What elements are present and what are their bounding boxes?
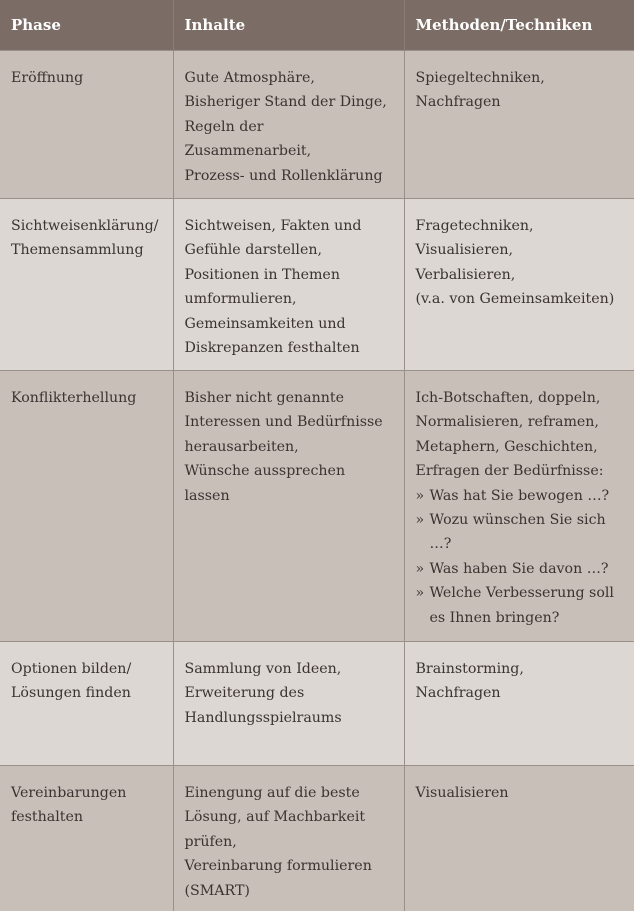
cell-methoden	[404, 642, 634, 766]
cell-phase	[0, 371, 173, 642]
text-line: Sichtweisen, Fakten und	[184, 218, 362, 234]
text-line: Lösungen finden	[11, 685, 131, 702]
text-line: Bisher nicht genannte	[184, 390, 344, 406]
header-phase: Phase	[0, 0, 173, 51]
text-line: es Ihnen bringen?	[429, 609, 560, 626]
text-line: Normalisieren, reframen,	[415, 414, 599, 431]
text-line: Was haben Sie davon …?	[429, 560, 609, 577]
text-line: Prozess- und Rollenklärung	[184, 167, 383, 184]
text-line: …?	[429, 536, 452, 553]
text-line: Gefühle darstellen,	[184, 242, 323, 259]
quote-marker: »	[415, 487, 425, 504]
table-row	[0, 199, 634, 371]
cell-inhalte	[173, 51, 404, 199]
text-line: Erfragen der Bedürfnisse:	[415, 463, 604, 480]
text-line: Erweiterung des	[184, 685, 305, 702]
quote-marker: »	[415, 585, 425, 602]
quote-marker: »	[415, 512, 425, 529]
text-line: Nachfragen	[415, 94, 501, 111]
cell-phase	[0, 642, 173, 766]
text-line: Bisheriger Stand der Dinge,	[184, 94, 387, 111]
text-line: Welche Verbesserung soll	[429, 585, 614, 602]
cell-methoden	[404, 766, 634, 911]
text-line: Gute Atmosphäre,	[184, 70, 315, 86]
list-item	[416, 557, 627, 581]
text-line: herausarbeiten,	[184, 438, 299, 455]
text-line: Diskrepanzen festhalten	[184, 340, 360, 357]
text-line: Gemeinsamkeiten und	[184, 315, 346, 332]
cell-phase	[0, 51, 173, 199]
text-line: Brainstorming,	[415, 661, 524, 677]
cell-methoden	[404, 371, 634, 642]
text-line: lassen	[184, 487, 230, 504]
text-line: Wozu wünschen Sie sich	[429, 512, 606, 529]
text-line: Lösung, auf Machbarkeit	[184, 809, 366, 826]
table-header-row	[0, 0, 634, 51]
cell-inhalte	[173, 199, 404, 371]
cell-inhalte	[173, 642, 404, 766]
text-line: Visualisieren,	[415, 242, 514, 259]
text-line: Konflikterhellung	[11, 390, 137, 406]
header-methoden: Methoden/Techniken	[404, 0, 634, 51]
text-line: Vereinbarung formulieren	[184, 858, 372, 875]
text-line: Themensammlung	[11, 242, 144, 259]
text-line: prüfen,	[184, 833, 237, 850]
text-line: (SMART)	[184, 882, 250, 899]
list-item	[416, 581, 627, 630]
text-line: Sichtweisenklärung/	[11, 218, 159, 234]
table-row	[0, 766, 634, 911]
text-line: Eröffnung	[11, 70, 84, 86]
cell-inhalte	[173, 766, 404, 911]
cell-methoden	[404, 199, 634, 371]
header-inhalte: Inhalte	[173, 0, 404, 51]
table-row	[0, 51, 634, 199]
text-line: Ich-Botschaften, doppeln,	[415, 390, 601, 406]
text-line: festhalten	[11, 809, 83, 826]
text-line: Fragetechniken,	[415, 218, 534, 234]
text-line: Optionen bilden/	[11, 661, 132, 677]
text-line: Zusammenarbeit,	[184, 143, 312, 160]
text-line: Wünsche aussprechen	[184, 463, 346, 480]
text-line: umformulieren,	[184, 291, 297, 308]
text-line: Visualisieren	[415, 785, 509, 801]
text-line: Einengung auf die beste	[184, 785, 360, 801]
list-item	[416, 508, 627, 557]
table-row	[0, 642, 634, 766]
text-line: Metaphern, Geschichten,	[415, 438, 598, 455]
text-line: Was hat Sie bewogen …?	[429, 487, 610, 504]
list-item	[416, 484, 627, 508]
text-line: Verbalisieren,	[415, 266, 516, 283]
table-row	[0, 371, 634, 642]
cell-phase	[0, 199, 173, 371]
text-line: Positionen in Themen	[184, 266, 340, 283]
text-line: Handlungsspielraums	[184, 709, 342, 726]
text-line: Regeln der	[184, 118, 264, 135]
quote-marker: »	[415, 560, 425, 577]
text-line: Nachfragen	[415, 685, 501, 702]
cell-inhalte	[173, 371, 404, 642]
cell-phase	[0, 766, 173, 911]
text-line: Vereinbarungen	[11, 785, 127, 801]
text-line: Spiegeltechniken,	[415, 70, 545, 86]
text-line: (v.a. von Gemeinsamkeiten)	[415, 291, 615, 308]
cell-methoden	[404, 51, 634, 199]
question-list	[416, 484, 627, 630]
text-line: Sammlung von Ideen,	[184, 661, 342, 677]
text-line: Interessen und Bedürfnisse	[184, 414, 383, 431]
